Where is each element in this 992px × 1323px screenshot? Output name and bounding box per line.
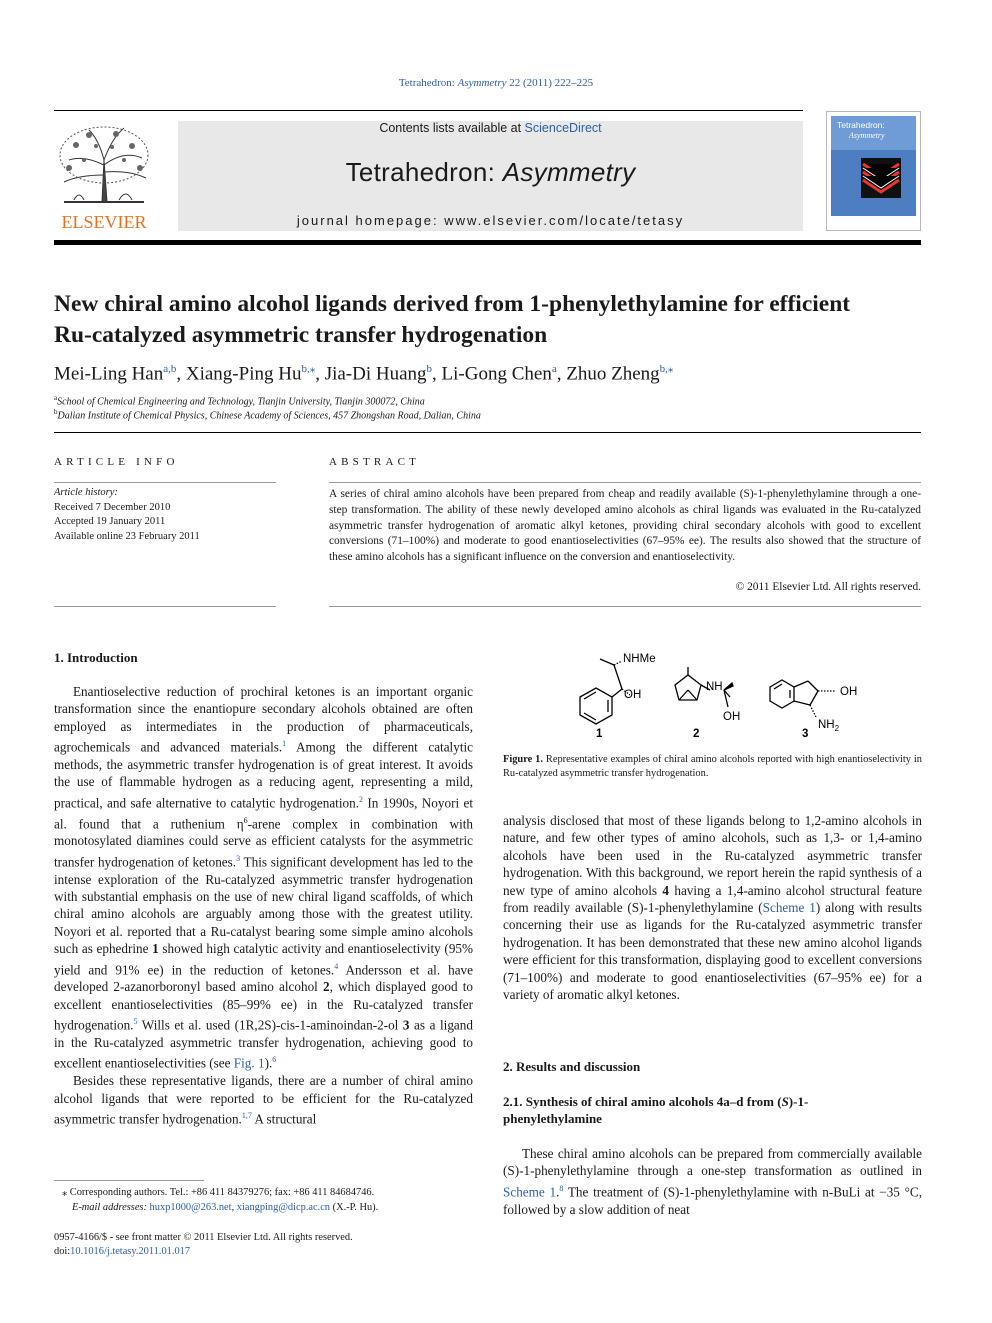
author-name[interactable]: Mei-Ling Han bbox=[54, 363, 164, 385]
copyright-notice: © 2011 Elsevier Ltd. All rights reserved. bbox=[735, 581, 921, 593]
corresponding-author-footnote: ⁎ Corresponding authors. Tel.: +86 411 84379276; fax: +86 411 84684746. E-mail addresses: huxp1000@263.net, xiangping@dicp.ac.cn (X.-P. Hu). bbox=[54, 1186, 473, 1215]
author-name[interactable]: Xiang-Ping Hu bbox=[185, 363, 302, 385]
reference-link[interactable]: 1,7 bbox=[241, 1111, 252, 1121]
author-name[interactable]: Jia-Di Huang bbox=[324, 363, 427, 385]
introduction-continued bbox=[503, 812, 922, 1003]
contents-line bbox=[178, 121, 803, 135]
received-date: Received 7 December 2010 bbox=[54, 501, 171, 513]
citation-journal-italic: Asymmetry bbox=[457, 77, 507, 89]
affiliation-b bbox=[54, 408, 481, 421]
figure-1-link[interactable]: Fig. 1 bbox=[233, 1055, 265, 1071]
scheme-1-link[interactable]: Scheme 1 bbox=[503, 1184, 557, 1200]
reference-link[interactable]: 8 bbox=[559, 1183, 564, 1193]
email-link-2[interactable]: xiangping@dicp.ac.cn bbox=[236, 1201, 331, 1213]
accepted-date: Accepted 19 January 2011 bbox=[54, 516, 166, 527]
author-list: Mei-Ling Han$^{a,b}$, Xiang-Ping $Hu^{b,⁎}$, Jia-Di Huang$^b$, Li-Gong Chen$^a$, Zhuo Zheng$^{b,⁎}$ bbox=[54, 363, 674, 385]
corresponding-author-contact: ⁎ Corresponding authors. Tel.: +86 411 84379276; fax: +86 411 84684746. bbox=[62, 1187, 375, 1198]
intro-paragraph-3: analysis disclosed that most of these ligands belong to 1,2-amino alcohols in nature, and few other types of amino alcohols, such as 1,3- or 1,4-amino alcohols have been used in the Ru-catalyzed asymmetric transfer hydrogenation. With this background, we report herein the rapid synthesis of a new type of amino alcohols 4 having a 1,4-amino alcohol structural feature from readily available (S)-1-phenylethylamine (Scheme 1) along with results concerning their use as ligands for the Ru-catalyzed asymmetric transfer hydrogenation. It has been demonstrated that these new amino alcohol ligands were efficient for this transformation, displaying good to excellent conversions (71–100%) and moderate to good enantioselectivities (67–95% ee) for a variety of aromatic alkyl ketones. bbox=[503, 813, 922, 1003]
figure-1-caption bbox=[503, 753, 922, 781]
eta-superscript: 6 bbox=[243, 815, 248, 825]
title-line-2: Ru-catalyzed asymmetric transfer hydrogenation bbox=[54, 322, 548, 348]
compound-3-label: 3 bbox=[802, 728, 809, 740]
homepage-url[interactable]: www.elsevier.com/locate/tetasy bbox=[444, 213, 685, 228]
author-name[interactable]: Li-Gong Chen bbox=[441, 363, 552, 385]
label-nhme: NHMe bbox=[623, 653, 656, 665]
journal-cover-thumbnail[interactable] bbox=[826, 111, 921, 231]
compound-number: 2 bbox=[323, 979, 330, 995]
elsevier-wordmark: ELSEVIER bbox=[61, 212, 147, 232]
citation-journal: Tetrahedron: bbox=[398, 77, 458, 89]
cover-title: Tetrahedron: bbox=[837, 120, 885, 130]
reference-link[interactable]: 5 bbox=[133, 1017, 138, 1027]
title-rule bbox=[54, 432, 921, 433]
compound-2-label: 2 bbox=[693, 728, 700, 740]
journal-name-roman: Tetrahedron: bbox=[345, 157, 503, 187]
contents-prefix: Contents lists available at bbox=[379, 121, 525, 135]
affiliation-a bbox=[54, 394, 425, 407]
email-link-1[interactable]: huxp1000@263.net bbox=[149, 1201, 232, 1213]
homepage-label: journal homepage: bbox=[296, 213, 445, 228]
caption-text: Representative examples of chiral amino alcohols reported with high enantioselectivity in Ru-catalyzed asymmetric transfer hydrogenation. bbox=[503, 754, 922, 779]
label-oh: OH bbox=[840, 686, 858, 698]
journal-name-italic: Asymmetry bbox=[502, 157, 636, 187]
article-info-bottom-rule bbox=[54, 606, 276, 607]
author-affiliation-mark[interactable]: b bbox=[426, 363, 433, 375]
compound-number: 1 bbox=[152, 941, 159, 957]
header-rule bbox=[54, 110, 803, 111]
chemical-structures-diagram bbox=[560, 645, 880, 745]
journal-citation[interactable] bbox=[0, 77, 992, 89]
author-name[interactable]: Zhuo Zheng bbox=[566, 363, 660, 385]
scheme-1-link[interactable]: Scheme 1 bbox=[762, 900, 816, 916]
intro-paragraph-2: Besides these representative ligands, there are a number of chiral amino alcohol ligands that were reported to be efficient for the Ru-catalyzed asymmetric transfer hydrogenation.$^{1,7}$ A structural bbox=[54, 1073, 473, 1127]
elsevier-logo bbox=[54, 120, 154, 232]
abstract-bottom-rule bbox=[329, 606, 921, 607]
online-date: Available online 23 February 2011 bbox=[54, 530, 200, 542]
elsevier-tree-icon bbox=[54, 120, 154, 232]
caption-label: Figure 1. bbox=[503, 754, 543, 765]
sciencedirect-link[interactable]: ScienceDirect bbox=[524, 121, 602, 135]
issn-line: 0957-4166/$ - see front matter © 2011 Elsevier Ltd. All rights reserved. bbox=[54, 1232, 353, 1243]
author-affiliation-mark[interactable]: a bbox=[551, 363, 557, 375]
subsection-heading-synthesis: 2.1. Synthesis of chiral amino alcohols 4a–d from (S)-1-phenylethylamine bbox=[503, 1094, 809, 1126]
reference-link[interactable]: 1 bbox=[282, 739, 287, 749]
reference-link[interactable]: 2 bbox=[359, 794, 363, 804]
author-affiliation-mark[interactable]: a,b bbox=[163, 363, 177, 375]
section-heading-results: 2. Results and discussion bbox=[503, 1059, 641, 1074]
header-thick-rule bbox=[54, 240, 921, 245]
affiliation-text: Dalian Institute of Chemical Physics, Chinese Academy of Sciences, 457 Zhongshan Road, Dalian, China bbox=[57, 410, 481, 422]
label-nh2: $NH_2$ bbox=[818, 719, 840, 733]
affiliation-mark: a bbox=[54, 394, 58, 402]
section-heading-introduction: 1. Introduction bbox=[54, 650, 138, 665]
label-nh: NH bbox=[706, 681, 723, 693]
citation-volume: 22 (2011) 222–225 bbox=[506, 77, 594, 89]
author-affiliation-mark[interactable]: b,⁎ bbox=[659, 363, 674, 375]
synthesis-body bbox=[503, 1145, 922, 1218]
title-line-1: New chiral amino alcohol ligands derived from 1-phenylethylamine for efficient bbox=[54, 291, 851, 317]
front-matter bbox=[54, 1231, 353, 1259]
label-oh: OH bbox=[624, 689, 642, 701]
compound-1-label: 1 bbox=[596, 728, 603, 740]
cover-subtitle: Asymmetry bbox=[849, 131, 885, 140]
reference-link[interactable]: 4 bbox=[334, 961, 339, 971]
journal-name bbox=[178, 157, 803, 188]
journal-homepage bbox=[178, 213, 803, 228]
intro-paragraph-1: Enantioselective reduction of prochiral ketones is an important organic transformation since the enantiopure secondary alcohols obtained are often employed as intermediates in the production of pharmaceuticals, agrochemicals and advanced materials.$^1$ Among the different catalytic methods, the asymmetric transfer hydrogenation is of great interest. It avoids the use of flammable hydrogen as a reducing agent, representing a mild, practical, and safe alternative to catalytic hydrogenation.$^2$ In 1990s, Noyori et al. found that a ruthenium $\eta^6$-arene complex in combination with monotosylated diamines could serve as efficient catalysts for the asymmetric transfer hydrogenation of ketones.$^3$ This significant development has led to the intense exploration of the Ru-catalyzed asymmetric transfer hydrogenation with substantial emphasis on the use of new chiral ligand scaffolds, of which chiral amino alcohols are arguably among those with the greatest utility. Noyori et al. reported that a Ru-catalyst bearing some simple amino alcohols such as ephedrine 1 showed high catalytic activity and enantioselectivity (95% yield and 91% ee) in the reduction of ketones.$^4$ Andersson et al. have developed 2-azanorboronyl based amino alcohol 2, which displayed good to excellent enantioselectivities (85–99% ee) in the Ru-catalyzed transfer hydrogenation.$^5$ Wills et al. used (1R,2S)-cis-1-aminoindan-2-ol 3 as a ligand in the Ru-catalyzed asymmetric transfer hydrogenation, achieving good to excellent enantioselectivities (see Fig. 1).$^6$ bbox=[54, 684, 473, 1071]
abstract-text: A series of chiral amino alcohols have been prepared from cheap and readily available (S)-1-phenylethylamine through a one-step transformation. The ability of these newly developed amino alcohols as chiral ligands was evaluated in the Ru-catalyzed asymmetric transfer hydrogenation of aromatic alkyl ketones, providing chiral secondary alcohols with good to excellent conversions (71–100%) and moderate to good enantioselectivities (67–95% ee). The results also showed that the structure of these amino alcohols has a significant influence on the conversion and enantioselectivity. bbox=[329, 488, 921, 564]
doi-link[interactable]: 10.1016/j.tetasy.2011.01.017 bbox=[70, 1246, 191, 1257]
footnote-rule bbox=[54, 1180, 204, 1181]
reference-link[interactable]: 3 bbox=[236, 853, 241, 863]
reference-link[interactable]: 6 bbox=[272, 1055, 277, 1065]
author-affiliation-mark[interactable]: b,⁎ bbox=[301, 363, 316, 375]
synthesis-paragraph-1: These chiral amino alcohols can be prepared from commercially available (S)-1-phenylethylamine through a one-step transformation as outlined in Scheme 1.$^8$ The treatment of (S)-1-phenylethylamine with n-BuLi at −35 °C, followed by a slow addition of neat bbox=[503, 1146, 922, 1217]
abstract-heading: ABSTRACT bbox=[329, 456, 421, 468]
figure-1 bbox=[560, 645, 880, 745]
article-info-rule bbox=[54, 482, 276, 483]
history-label: Article history: bbox=[54, 487, 118, 498]
label-oh: OH bbox=[723, 711, 741, 723]
affiliation-text: School of Chemical Engineering and Technology, Tianjin University, Tianjin 300072, China bbox=[57, 396, 425, 408]
email-label: E-mail addresses: bbox=[72, 1201, 150, 1213]
doi-label: doi: bbox=[54, 1246, 71, 1257]
affiliation-mark: b bbox=[54, 408, 58, 416]
compound-number: 3 bbox=[402, 1017, 410, 1033]
compound-number: 4 bbox=[662, 882, 669, 898]
article-title bbox=[54, 289, 934, 351]
article-history bbox=[54, 486, 200, 544]
article-info-heading: ARTICLE INFO bbox=[54, 456, 179, 468]
journal-cover-icon bbox=[827, 112, 920, 230]
abstract-rule bbox=[329, 482, 921, 483]
introduction-body bbox=[54, 683, 473, 1128]
